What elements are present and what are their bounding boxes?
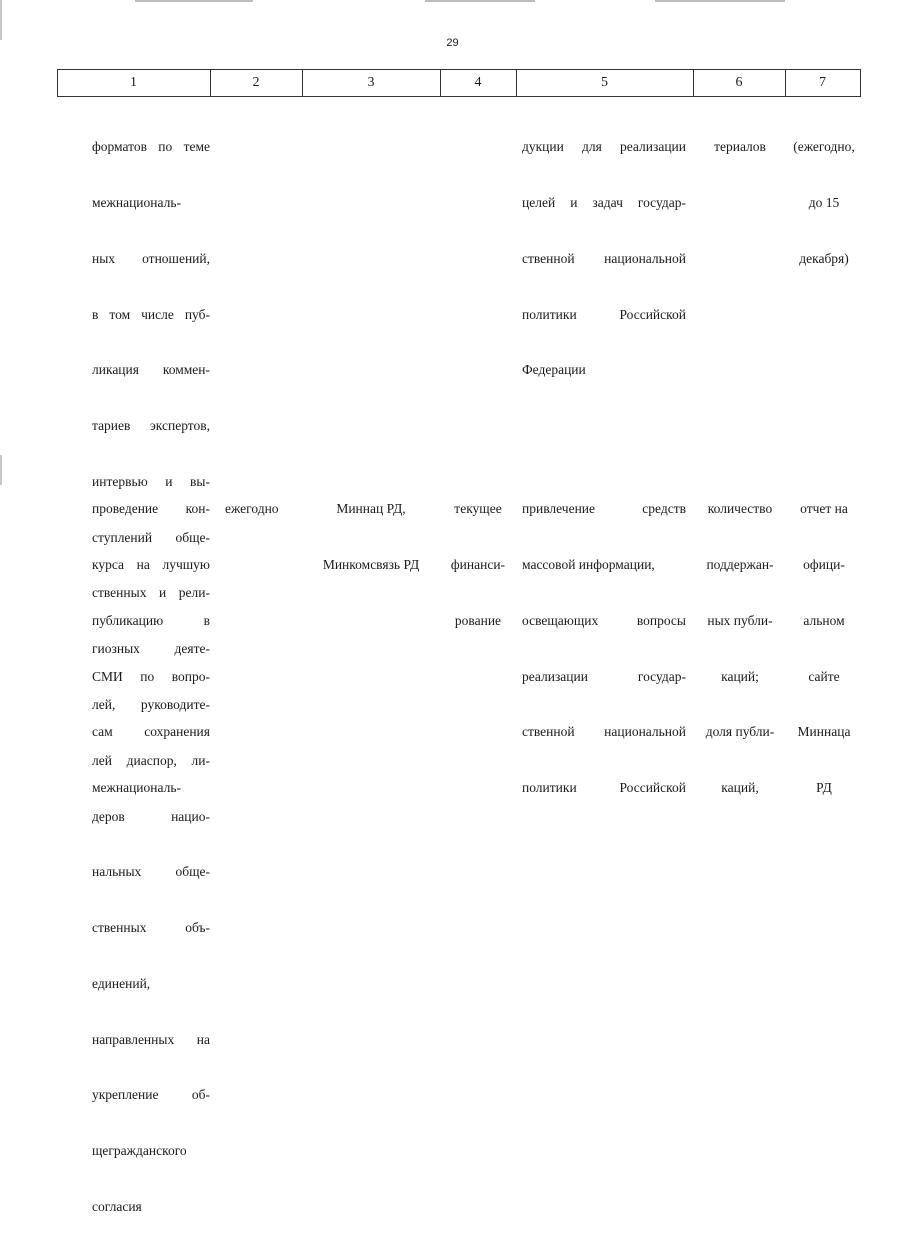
column-header-2: 2 xyxy=(252,75,260,90)
scan-artifact xyxy=(0,455,2,485)
column-header-5: 5 xyxy=(601,75,608,90)
row-period-cell: ежегодно xyxy=(225,501,279,517)
row-report-cell: отчет на офици- альном сайте Миннаца РД xyxy=(797,501,851,796)
continued-row-goal-cell: дукции для реализации целей и задач государ- ственной национальной политики Российской Федерации xyxy=(522,139,686,378)
row-funding-cell: текущее финанси- рование xyxy=(450,501,506,628)
scan-artifact xyxy=(135,0,253,2)
scan-artifact xyxy=(425,0,535,2)
continued-row-measure-cell: форматов по теме межнациональ- ных отношений, в том числе пуб- ликация коммен- тариев экспертов, интервью и вы- ступлений обще- ственных и рели- гиозных деяте- лей, руководите- лей диаспор, ли- деров нацио- нальных обще- ственных объ- единений, направленных на укрепление об- щегражданского согласия xyxy=(92,139,210,1215)
column-header-3: 3 xyxy=(367,75,375,90)
column-header-1: 1 xyxy=(130,75,137,90)
column-header-6: 6 xyxy=(735,75,743,90)
column-header-4: 4 xyxy=(474,75,482,90)
page-number: 29 xyxy=(446,37,459,49)
continued-row-indicator-cell: териалов xyxy=(714,139,766,155)
scan-artifact xyxy=(655,0,785,2)
row-executor-cell: Миннац РД, Минкомсвязь РД xyxy=(322,501,420,572)
row-measure-cell: проведение кон- курса на лучшую публикацию в СМИ по вопро- сам сохранения межнациональ- xyxy=(92,501,210,796)
continued-row-report-cell: (ежегодно, до 15 декабря) xyxy=(793,139,855,266)
row-indicator-cell: количество поддержан- ных публи- каций; доля публи- каций, xyxy=(705,501,775,796)
column-header-7: 7 xyxy=(819,75,826,90)
row-goal-cell: привлечение средств массовой информации, освещающих вопросы реализации государ- ственной национальной политики Российской xyxy=(522,501,686,796)
scan-artifact xyxy=(0,0,2,40)
